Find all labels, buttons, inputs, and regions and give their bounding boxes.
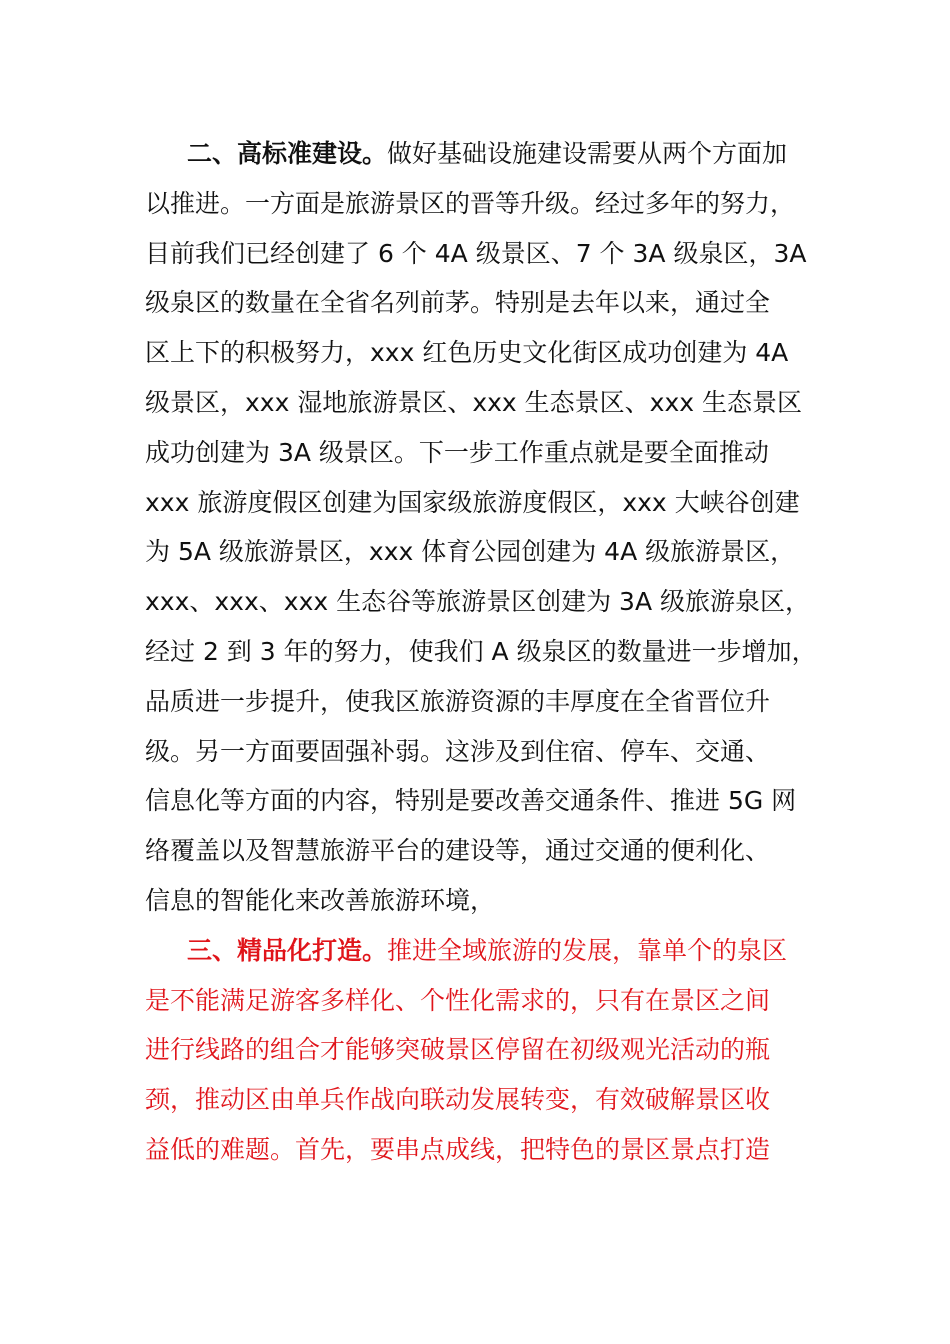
section-2-line: 成功创建为 3A 级景区。下一步工作重点就是要全面推动 [145, 437, 769, 467]
section-2-line: 经过 2 到 3 年的努力，使我们 A 级泉区的数量进一步增加， [145, 636, 817, 666]
section-2-line: 目前我们已经创建了 6 个 4A 级景区、7 个 3A 级泉区，3A [145, 238, 807, 268]
section-2-text: 做好基础设施建设需要从两个方面加 [387, 139, 788, 168]
section-2-line: 以推进。一方面是旅游景区的晋等升级。经过多年的努力， [145, 188, 796, 218]
section-3 [145, 926, 815, 1175]
section-2-line: 区上下的积极努力，xxx 红色历史文化街区成功创建为 4A [145, 338, 789, 368]
section-2-line: xxx、xxx、xxx 生态谷等旅游景区创建为 3A 级旅游泉区， [145, 587, 811, 617]
section-3-line: 是不能满足游客多样化、个性化需求的，只有在景区之间 [145, 985, 771, 1015]
section-2-line: 络覆盖以及智慧旅游平台的建设等，通过交通的便利化、 [145, 836, 771, 866]
section-2-first-line [145, 129, 815, 179]
section-2-line: 级景区，xxx 湿地旅游景区、xxx 生态景区、xxx 生态景区 [145, 387, 802, 417]
section-2-heading: 二、高标准建设。 [187, 139, 388, 168]
section-2-line: 级泉区的数量在全省名列前茅。特别是去年以来，通过全 [145, 288, 771, 318]
section-2-line: 级。另一方面要固强补弱。这涉及到住宿、停车、交通、 [145, 736, 771, 766]
section-2-line: 信息的智能化来改善旅游环境， [145, 885, 496, 915]
section-3-line: 颈，推动区由单兵作战向联动发展转变，有效破解景区收 [145, 1085, 771, 1115]
section-2-line: 品质进一步提升，使我区旅游资源的丰厚度在全省晋位升 [145, 686, 771, 716]
section-3-heading: 三、精品化打造。 [187, 935, 388, 965]
section-3-first-line [145, 926, 815, 976]
section-2-line: 为 5A 级旅游景区，xxx 体育公园创建为 4A 级旅游景区， [145, 537, 796, 567]
section-2-line: 信息化等方面的内容，特别是要改善交通条件、推进 5G 网 [145, 786, 797, 816]
section-3-line: 进行线路的组合才能够突破景区停留在初级观光活动的瓶 [145, 1035, 771, 1065]
section-3-text: 推进全域旅游的发展，靠单个的泉区 [387, 935, 788, 965]
section-2-line: xxx 旅游度假区创建为国家级旅游度假区，xxx 大峡谷创建 [145, 487, 800, 517]
section-3-line: 益低的难题。首先，要串点成线，把特色的景区景点打造 [145, 1134, 771, 1164]
document-body [145, 129, 815, 1175]
